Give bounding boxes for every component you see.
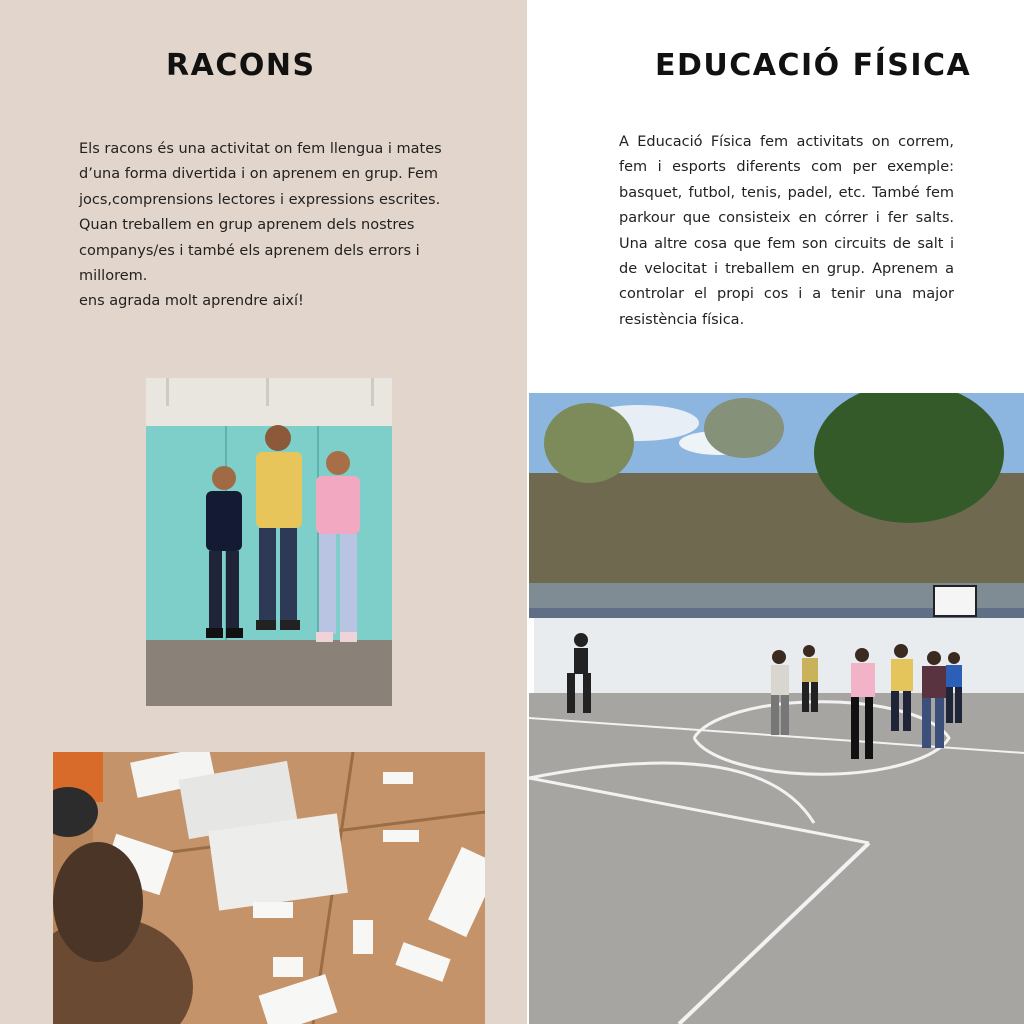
- racons-title: RACONS: [166, 48, 316, 83]
- racons-paragraph: Els racons és una activitat on fem llengua i mates d’una forma divertida i on aprenem en grup. Fem jocs,comprensions lectores i expressions escrites. Quan treballem en grup aprenem dels nostres companys/es i també els aprenem dels errors i millorem.: [79, 141, 442, 285]
- racons-closing: ens agrada molt aprendre així!: [79, 293, 304, 310]
- educacio-fisica-title: EDUCACIÓ FÍSICA: [655, 48, 972, 83]
- playground-photo: [529, 393, 1024, 1024]
- students-photo: [146, 378, 392, 706]
- educacio-fisica-paragraph: A Educació Física fem activitats on correm, fem i esports diferents com per exemple: basquet, futbol, tenis, padel, etc. També fem parkour que consisteix en córrer i fer salts. Una altre cosa que fem son circuits de salt i de velocitat i treballem en grup. Aprenem a controlar el propi cos i a tenir una major resistència física.: [619, 134, 954, 328]
- word-cards-photo: [53, 752, 485, 1024]
- educacio-fisica-text: [619, 130, 954, 333]
- racons-text: [79, 137, 455, 315]
